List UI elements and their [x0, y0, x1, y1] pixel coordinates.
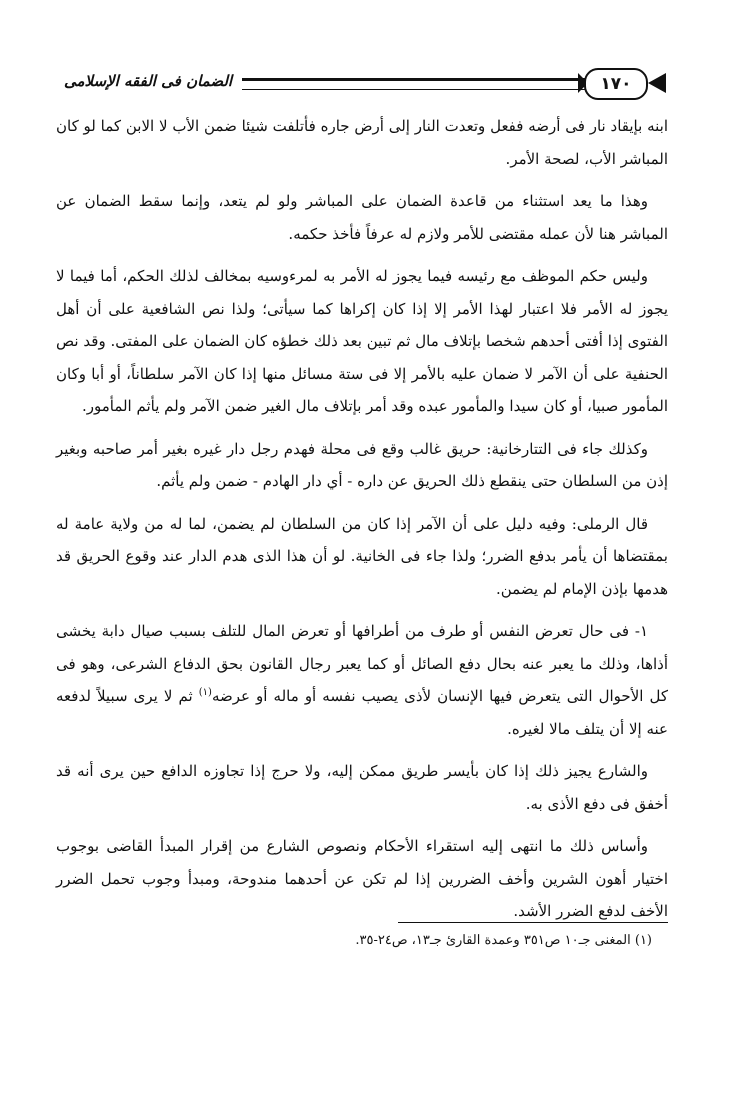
paragraph: والشارع يجيز ذلك إذا كان بأيسر طريق ممكن إليه، ولا حرج إذا تجاوزه الدافع حين يرى أنه قد أخفق فى دفع الأذى به. [56, 762, 668, 813]
paragraph: وأساس ذلك ما انتهى إليه استقراء الأحكام ونصوص الشارع من إقرار المبدأ القاضى بوجوب اختيار أهون الشرين وأخف الضررين إذا لم تكن عن أحدهما مندوحة، ومبدأ وجوب تحمل الضرر الأخف لدفع الضرر الأشد. [56, 837, 668, 920]
footnote: (١) المغنى جـ١٠ ص٣٥١ وعمدة القارئ جـ١٣، ص٢٤-٣٥. [355, 933, 652, 948]
badge-right-ornament [648, 73, 666, 93]
paragraph: وليس حكم الموظف مع رئيسه فيما يجوز له الأمر به لمرءوسيه بمخالف لذلك الحكم، أما فيما لا يجوز له الأمر فلا اعتبار لهذا الأمر إلا إذا كان إكراها كما سيأتى؛ ولذا نص الشافعية على أن أهل الفتوى إذا أفتى أحدهم شخصا بإتلاف مال ثم تبين بعد ذلك خطؤه كان الضمان على المفتى. وقد نص الحنفية على أن الآمر لا ضمان عليه بالأمر إلا فى ستة مسائل منها إذا كان الآمر سلطاناً، أو أبا وكان المأمور صبيا، أو كان سيدا والمأمور عبده وقد أمر بإتلاف مال الغير ضمن الآمر ولم يأثم المأمور. [56, 267, 668, 415]
paragraph: وهذا ما يعد استثناء من قاعدة الضمان على المباشر ولو لم يتعد، وإنما سقط الضمان عن المباشر هنا لأن عمله مقتضى للأمر ولازم له عرفاً فأخذ حكمه. [56, 192, 668, 243]
running-header [56, 68, 668, 108]
paragraph-text: ١- فى حال تعرض النفس أو طرف من أطرافها أو تعرض المال للتلف بسبب صيال دابة يخشى أذاها، وذلك ما يعبر عنه بحال دفع الصائل أو كما يعبر رجال القانون بحق الدفاع الشرعى، وهو فى كل الأحوال التى يتعرض فيها الإنسان لأذى يصيب نفسه أو ماله أو عرضه [56, 622, 668, 705]
paragraph-with-footnote [56, 615, 668, 745]
header-rule [242, 78, 586, 90]
paragraph-text-tail: ثم لا يرى سبيلاً لدفعه عنه إلا أن يتلف مالا لغيره. [56, 687, 668, 738]
paragraph: قال الرملى: وفيه دليل على أن الآمر إذا كان من السلطان لم يضمن، لما له من ولاية عامة له بمقتضاها أن يأمر بدفع الضرر؛ ولذا جاء فى الخانية. لو أن هذا الذى هدم الدار عند وقوع الحريق قد هدمها بإذن الإمام لم يضمن. [56, 514, 668, 598]
page-number: ١٧٠ [584, 68, 648, 100]
footnote-divider [398, 922, 668, 923]
running-title: الضمان فى الفقه الإسلامى [64, 72, 233, 90]
body-text [56, 110, 668, 928]
paragraph: وكذلك جاء فى التتارخانية: حريق غالب وقع فى محلة فهدم رجل دار غيره بغير أمر صاحبه وبغير إذن من السلطان حتى ينقطع ذلك الحريق عن داره - أي دار الهادم - ضمن ولم يأثم. [56, 439, 668, 490]
paragraph: ابنه بإيقاد نار فى أرضه ففعل وتعدت النار إلى أرض جاره فأتلفت شيئا ضمن الأب لا الابن كما لو كان المباشر الأب، لصحة الأمر. [56, 117, 668, 168]
footnote-ref[interactable]: (١) [198, 687, 212, 698]
